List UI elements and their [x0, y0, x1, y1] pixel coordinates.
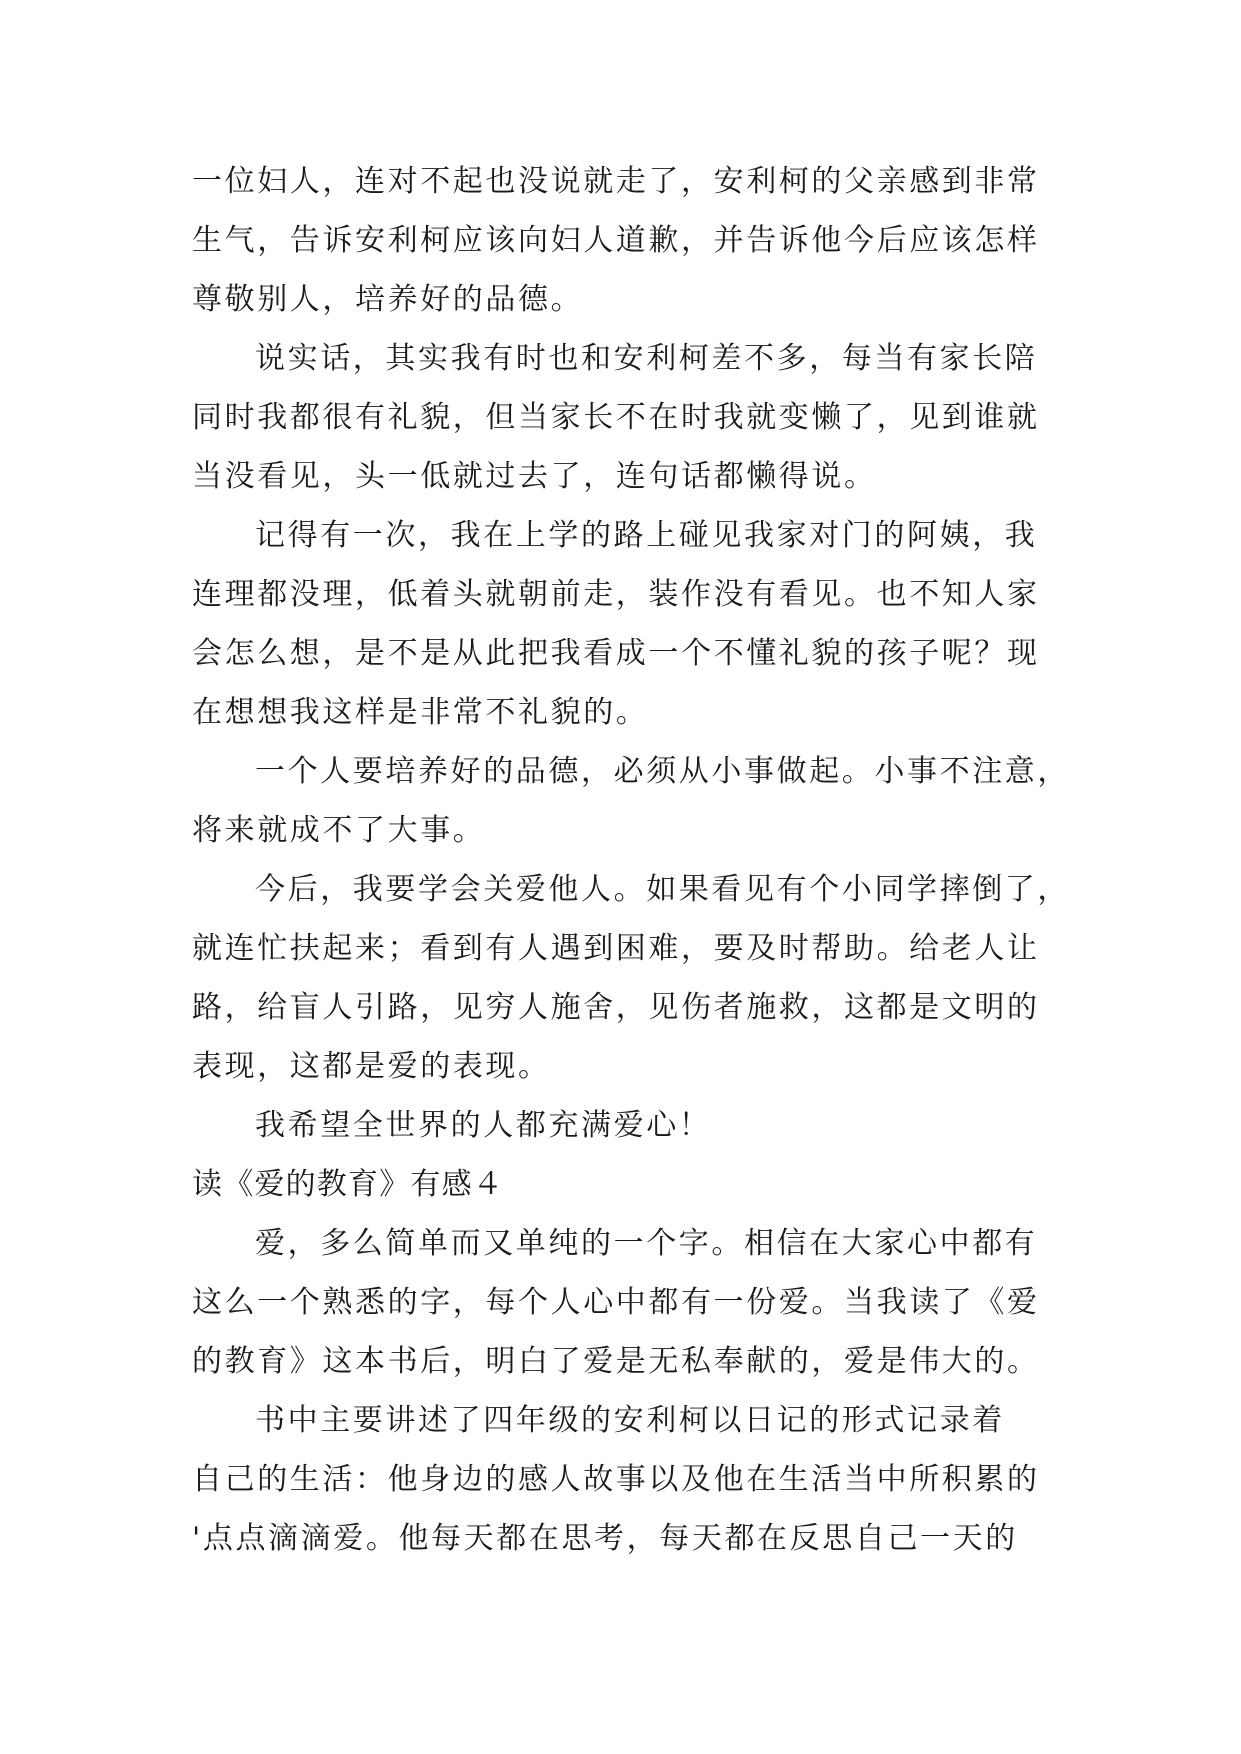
text-line: 同时我都很有礼貌，但当家长不在时我就变懒了，见到谁就 — [192, 400, 1040, 435]
paragraph-first-line: 说实话，其实我有时也和安利柯差不多，每当有家长陪 — [255, 341, 1038, 376]
text-line: 在想想我这样是非常不礼貌的。 — [192, 695, 649, 730]
text-line: 当没看见，头一低就过去了，连句话都懒得说。 — [192, 459, 877, 494]
text-line: 连理都没理，低着头就朝前走，装作没有看见。也不知人家 — [192, 577, 1040, 612]
text-line: 生气，告诉安利柯应该向妇人道歉，并告诉他今后应该怎样 — [192, 223, 1040, 258]
paragraph-first-line: 记得有一次，我在上学的路上碰见我家对门的阿姨，我 — [255, 518, 1038, 553]
text-line: 这么一个熟悉的字，每个人心中都有一份爱。当我读了《爱 — [192, 1285, 1040, 1320]
text-line: 会怎么想，是不是从此把我看成一个不懂礼貌的孩子呢？现 — [192, 636, 1040, 671]
document-body — [192, 152, 1072, 1568]
text-line: 将来就成不了大事。 — [192, 813, 486, 848]
paragraph-first-line: 爱，多么简单而又单纯的一个字。相信在大家心中都有 — [255, 1226, 1038, 1261]
paragraph-first-line: 我希望全世界的人都充满爱心！ — [255, 1108, 712, 1143]
text-line: 尊敬别人，培养好的品德。 — [192, 282, 584, 317]
section-heading: 读《爱的教育》有感４ — [192, 1167, 504, 1202]
paragraph-first-line: 书中主要讲述了四年级的安利柯以日记的形式记录着 — [255, 1403, 1005, 1438]
text-line: 路，给盲人引路，见穷人施舍，见伤者施救，这都是文明的 — [192, 990, 1040, 1025]
text-line: '点点滴滴爱。他每天都在思考，每天都在反思自己一天的 — [192, 1521, 1018, 1556]
text-line: 表现，这都是爱的表现。 — [192, 1049, 551, 1084]
text-line: 就连忙扶起来；看到有人遇到困难，要及时帮助。给老人让 — [192, 931, 1040, 966]
text-line: 一位妇人，连对不起也没说就走了，安利柯的父亲感到非常 — [192, 164, 1040, 199]
paragraph-first-line: 今后，我要学会关爱他人。如果看见有个小同学摔倒了， — [255, 872, 1070, 907]
text-line: 的教育》这本书后，明白了爱是无私奉献的，爱是伟大的。 — [192, 1344, 1040, 1379]
paragraph-first-line: 一个人要培养好的品德，必须从小事做起。小事不注意， — [255, 754, 1070, 789]
text-line: 自己的生活：他身边的感人故事以及他在生活当中所积累的 — [192, 1462, 1040, 1497]
